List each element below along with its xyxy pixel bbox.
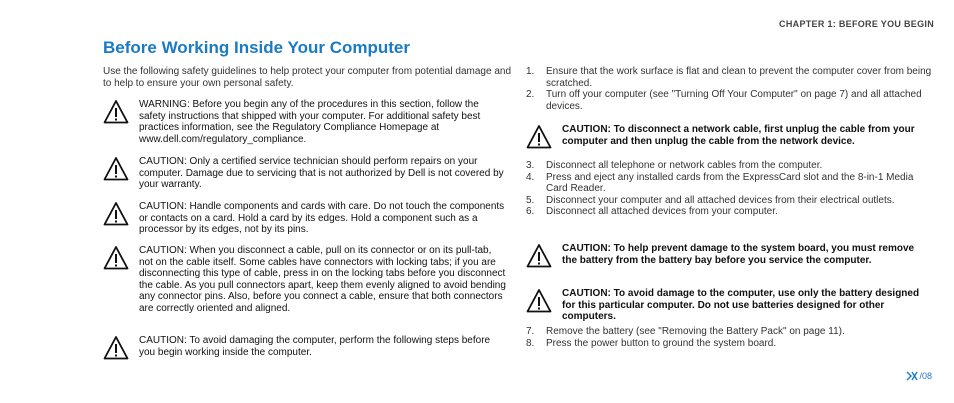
intro-text: Use the following safety guidelines to help protect your computer from potential damage and to help to ensure your own personal safety. bbox=[103, 66, 512, 89]
list-item: 8. Press the power button to ground the system board. bbox=[526, 337, 777, 349]
page-number: 08 bbox=[921, 371, 932, 381]
list-item: 4. Press and eject any installed cards from the ExpressCard slot and the 8-in-1 Media Card Reader. bbox=[526, 171, 914, 194]
dell-logo-icon bbox=[906, 371, 918, 381]
notice-text: CAUTION: When you disconnect a cable, pull on its connector or on its pull-tab, not on the cable itself. Some cables have connectors with locking tabs; if you are disconnecting this type of cable, press in on the locking tabs before you disconnect the cable. As you pull connectors apart, keep them evenly aligned to avoid bending any connector pins. Also, before you connect a cable, ensure that both connectors are correctly oriented and aligned. bbox=[139, 245, 506, 314]
warning-icon bbox=[526, 124, 552, 150]
list-item: 3. Disconnect all telephone or network cables from the computer. bbox=[526, 160, 823, 171]
caution-notice bbox=[103, 245, 507, 314]
page-separator: / bbox=[919, 371, 922, 381]
warning-icon bbox=[103, 99, 129, 125]
list-item: 6. Disconnect all attached devices from your computer. bbox=[526, 206, 778, 217]
notice-text: CAUTION: To help prevent damage to the system board, you must remove the battery from the battery bay before you service the computer. bbox=[562, 243, 915, 266]
steps-list-a bbox=[526, 66, 936, 112]
list-item: 1. Ensure that the work surface is flat and clean to prevent the computer cover from being scratched. bbox=[526, 66, 932, 89]
caution-notice bbox=[103, 156, 507, 191]
notice-text: CAUTION: Handle components and cards with care. Do not touch the components or contacts on a card. Hold a card by its edges. Hold a component such as a processor by its edges, not by its pins. bbox=[139, 201, 505, 235]
chapter-header: CHAPTER 1: BEFORE YOU BEGIN bbox=[779, 19, 934, 29]
warning-icon bbox=[526, 288, 552, 314]
warning-icon bbox=[103, 245, 129, 271]
notice-text: WARNING: Before you begin any of the procedures in this section, follow the safety instructions that shipped with your computer. For additional safety best practices information, see the Regulatory Compliance Homepage at www.dell.com/regulatory_compliance. bbox=[139, 99, 481, 145]
steps-list-b bbox=[526, 160, 936, 218]
notice-text: CAUTION: To disconnect a network cable, first unplug the cable from your computer and then unplug the cable from the network device. bbox=[562, 124, 915, 147]
notice-text: CAUTION: To avoid damaging the computer, perform the following steps before you begin working inside the computer. bbox=[139, 335, 491, 358]
notice-text: CAUTION: Only a certified service technician should perform repairs on your computer. Damage due to servicing that is not authorized by Dell is not covered by your warranty. bbox=[139, 156, 504, 190]
list-item: 2. Turn off your computer (see "Turning Off Your Computer" on page 7) and all attached devices. bbox=[526, 89, 922, 112]
warning-icon bbox=[103, 335, 129, 361]
caution-notice bbox=[526, 288, 930, 323]
list-item: 7. Remove the battery (see "Removing the Battery Pack" on page 11). bbox=[526, 326, 845, 337]
list-item: 5. Disconnect your computer and all attached devices from their electrical outlets. bbox=[526, 194, 895, 206]
notice-text: CAUTION: To avoid damage to the computer, use only the battery designed for this particular computer. Do not use batteries designed for other computers. bbox=[562, 288, 920, 322]
caution-notice bbox=[526, 243, 930, 269]
page-title: Before Working Inside Your Computer bbox=[103, 38, 410, 57]
caution-notice bbox=[103, 201, 507, 236]
caution-notice bbox=[103, 335, 507, 361]
warning-icon bbox=[526, 243, 552, 269]
warning-icon bbox=[103, 156, 129, 182]
warning-icon bbox=[103, 201, 129, 227]
warning-notice bbox=[103, 99, 507, 145]
caution-notice bbox=[526, 124, 930, 150]
page-footer bbox=[906, 371, 932, 381]
steps-list-c bbox=[526, 326, 936, 349]
